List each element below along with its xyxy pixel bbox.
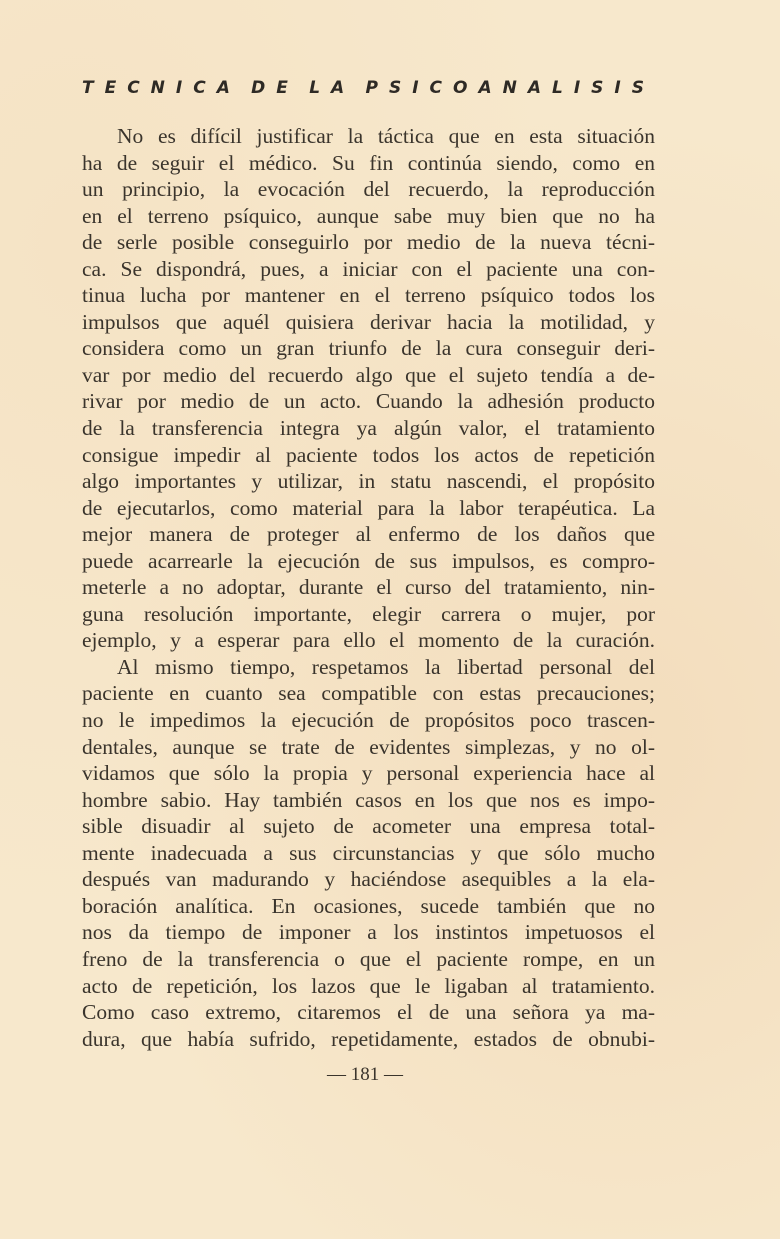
text-line: sible disuadir al sujeto de acometer una empresa total- — [82, 814, 655, 839]
running-head-word: TECNICA — [82, 78, 241, 98]
text-line: acto de repetición, los lazos que le ligaban al tratamiento. — [82, 973, 655, 998]
text-line: ca. Se dispondrá, pues, a iniciar con el paciente una con- — [82, 256, 655, 281]
text-line: después van madurando y haciéndose asequibles a la ela- — [82, 867, 655, 892]
text-line: un principio, la evocación del recuerdo, la reproducción — [82, 177, 655, 202]
text-line: vidamos que sólo la propia y personal experiencia hace al — [82, 761, 655, 786]
text-line: ejemplo, y a esperar para ello el momento de la curación. — [82, 628, 655, 653]
running-head-word: PSICOANALISIS — [365, 78, 655, 98]
running-head-word: LA — [309, 78, 356, 98]
text-line: impulsos que aquél quisiera derivar hacia la motilidad, y — [82, 309, 655, 334]
text-line: de ejecutarlos, como material para la labor terapéutica. La — [82, 495, 655, 520]
text-line: en el terreno psíquico, aunque sabe muy bien que no ha — [82, 203, 655, 228]
text-line: mejor manera de proteger al enfermo de los daños que — [82, 522, 655, 547]
text-line: no le impedimos la ejecución de propósitos poco trascen- — [82, 708, 655, 733]
text-line: Como caso extremo, citaremos el de una señora ya ma- — [82, 1000, 655, 1025]
text-line: var por medio del recuerdo algo que el sujeto tendía a de- — [82, 362, 655, 387]
running-head — [82, 78, 655, 98]
text-line: considera como un gran triunfo de la cura conseguir deri- — [82, 336, 655, 361]
text-line: puede acarrearle la ejecución de sus impulsos, es compro- — [82, 548, 655, 573]
text-line: Al mismo tiempo, respetamos la libertad personal del — [117, 654, 655, 679]
text-line: de serle posible conseguirlo por medio de la nueva técni- — [82, 230, 655, 255]
text-line: No es difícil justificar la táctica que en esta situación — [117, 124, 655, 148]
text-line: algo importantes y utilizar, in statu nascendi, el propósito — [82, 469, 655, 494]
text-line: consigue impedir al paciente todos los actos de repetición — [82, 442, 655, 467]
text-line: guna resolución importante, elegir carrera o mujer, por — [82, 601, 655, 626]
text-line: dura, que había sufrido, repetidamente, estados de obnubi- — [82, 1026, 655, 1051]
body-text — [82, 123, 655, 1052]
page-number: — 181 — — [327, 1064, 403, 1085]
text-line: meterle a no adoptar, durante el curso del tratamiento, nin- — [82, 575, 655, 600]
text-line: ha de seguir el médico. Su fin continúa siendo, como en — [82, 150, 655, 175]
text-line: dentales, aunque se trate de evidentes simplezas, y no ol- — [82, 734, 655, 759]
running-head-word: DE — [251, 78, 299, 98]
text-line: tinua lucha por mantener en el terreno psíquico todos los — [82, 283, 655, 308]
text-line: boración analítica. En ocasiones, sucede también que no — [82, 893, 655, 918]
text-line: rivar por medio de un acto. Cuando la adhesión producto — [82, 389, 655, 414]
text-line: de la transferencia integra ya algún valor, el tratamiento — [82, 416, 655, 441]
text-line: hombre sabio. Hay también casos en los que nos es impo- — [82, 787, 655, 812]
text-line: freno de la transferencia o que el paciente rompe, en un — [82, 946, 655, 971]
text-line: nos da tiempo de imponer a los instintos impetuosos el — [82, 920, 655, 945]
text-line: mente inadecuada a sus circunstancias y que sólo mucho — [82, 840, 655, 865]
text-line: paciente en cuanto sea compatible con estas precauciones; — [82, 681, 655, 706]
